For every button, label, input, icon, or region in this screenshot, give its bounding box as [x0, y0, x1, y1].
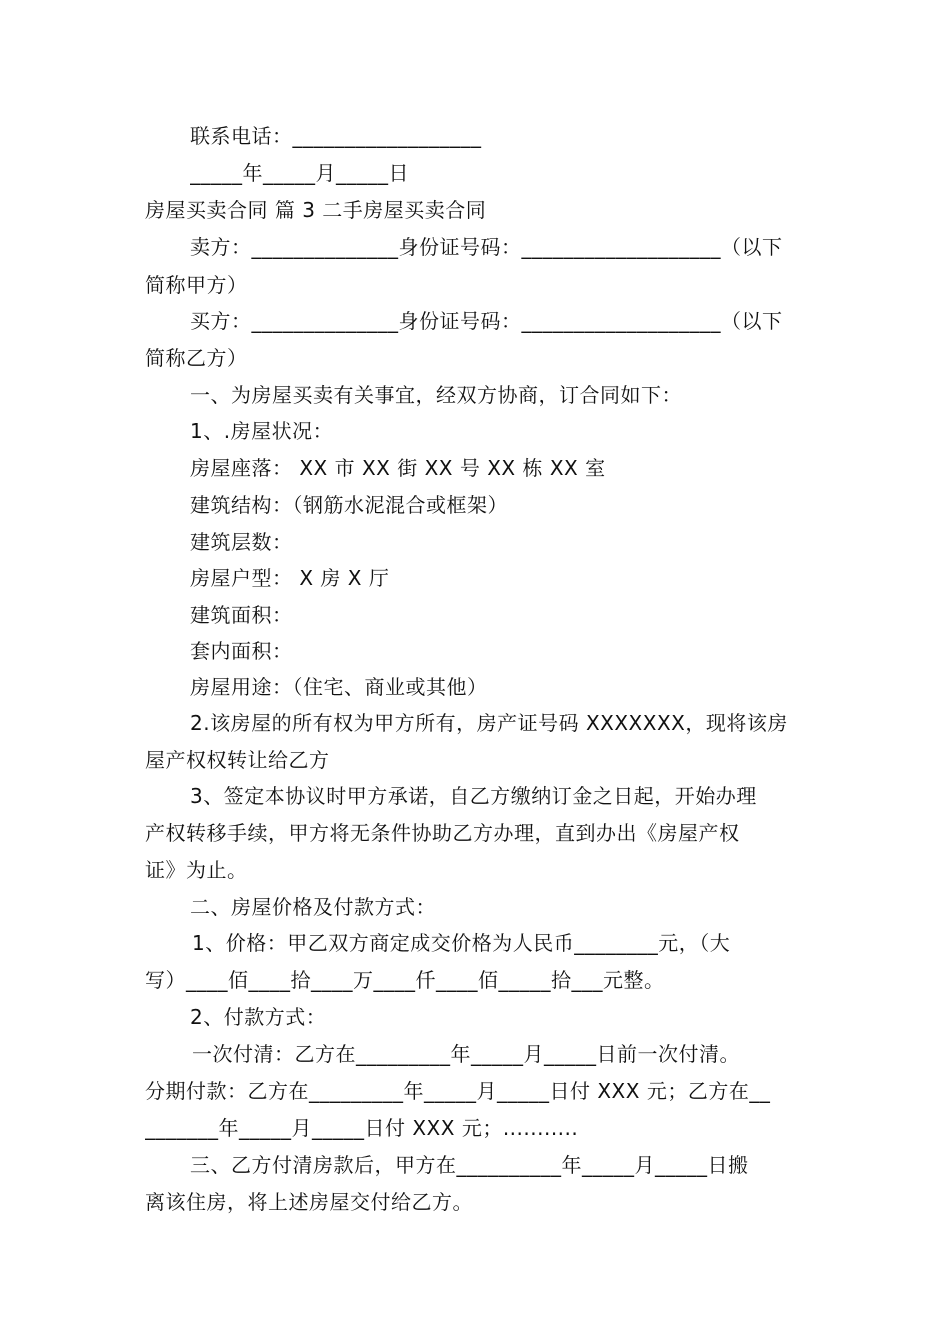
installment-line: 分期付款：乙方在_________年_____月_____日付 XXX 元；乙方在__ [145, 1079, 771, 1103]
buyer-line-cont: 简称乙方） [145, 346, 248, 370]
price-line: 1、价格：甲乙双方商定成交价格为人民币________元，（大 [192, 931, 731, 955]
buyer-line: 买方：______________身份证号码：___________________（以下 [190, 309, 783, 333]
ownership-line: 2.该房屋的所有权为甲方所有，房产证号码 XXXXXXX，现将该房 [190, 711, 788, 735]
clause-heading-3: 三、乙方付清房款后，甲方在__________年_____月_____日搬 [190, 1153, 749, 1177]
date-line: _____年_____月_____日 [190, 161, 409, 185]
building-floors: 建筑层数： [190, 530, 293, 554]
building-structure: 建筑结构：（钢筋水泥混合或框架） [190, 493, 508, 517]
payment-method-heading: 2、付款方式： [190, 1005, 327, 1029]
ownership-line-cont: 屋产权权转让给乙方 [145, 748, 330, 772]
clause-heading-2: 二、房屋价格及付款方式： [190, 895, 436, 919]
house-usage: 房屋用途：（住宅、商业或其他） [190, 675, 488, 699]
installment-line-cont: _______年_____月_____日付 XXX 元；........... [145, 1116, 579, 1140]
promise-line-cont-2: 证》为止。 [145, 858, 248, 882]
house-layout: 房屋户型： X 房 X 厅 [190, 566, 390, 590]
inner-area: 套内面积： [190, 639, 293, 663]
clause-heading-3-cont: 离该住房，将上述房屋交付给乙方。 [145, 1190, 473, 1214]
clause-heading-1: 一、为房屋买卖有关事宜，经双方协商，订合同如下： [190, 383, 682, 407]
house-status-heading: 1、.房屋状况： [190, 419, 334, 443]
promise-line: 3、签定本协议时甲方承诺，自乙方缴纳订金之日起，开始办理 [190, 784, 757, 808]
seller-line: 卖方：______________身份证号码：___________________（以下 [190, 235, 783, 259]
seller-line-cont: 简称甲方） [145, 273, 248, 297]
building-area: 建筑面积： [190, 603, 293, 627]
promise-line-cont-1: 产权转移手续，甲方将无条件协助乙方办理，直到办出《房屋产权 [145, 821, 740, 845]
price-line-cont: 写）____佰____拾____万____仟____佰_____拾___元整。 [145, 968, 665, 992]
house-location: 房屋座落： XX 市 XX 街 XX 号 XX 栋 XX 室 [190, 456, 606, 480]
lump-sum-line: 一次付清：乙方在_________年_____月_____日前一次付清。 [192, 1042, 740, 1066]
section-title: 房屋买卖合同 篇 3 二手房屋买卖合同 [145, 198, 487, 222]
contact-phone-line: 联系电话：__________________ [190, 124, 482, 148]
